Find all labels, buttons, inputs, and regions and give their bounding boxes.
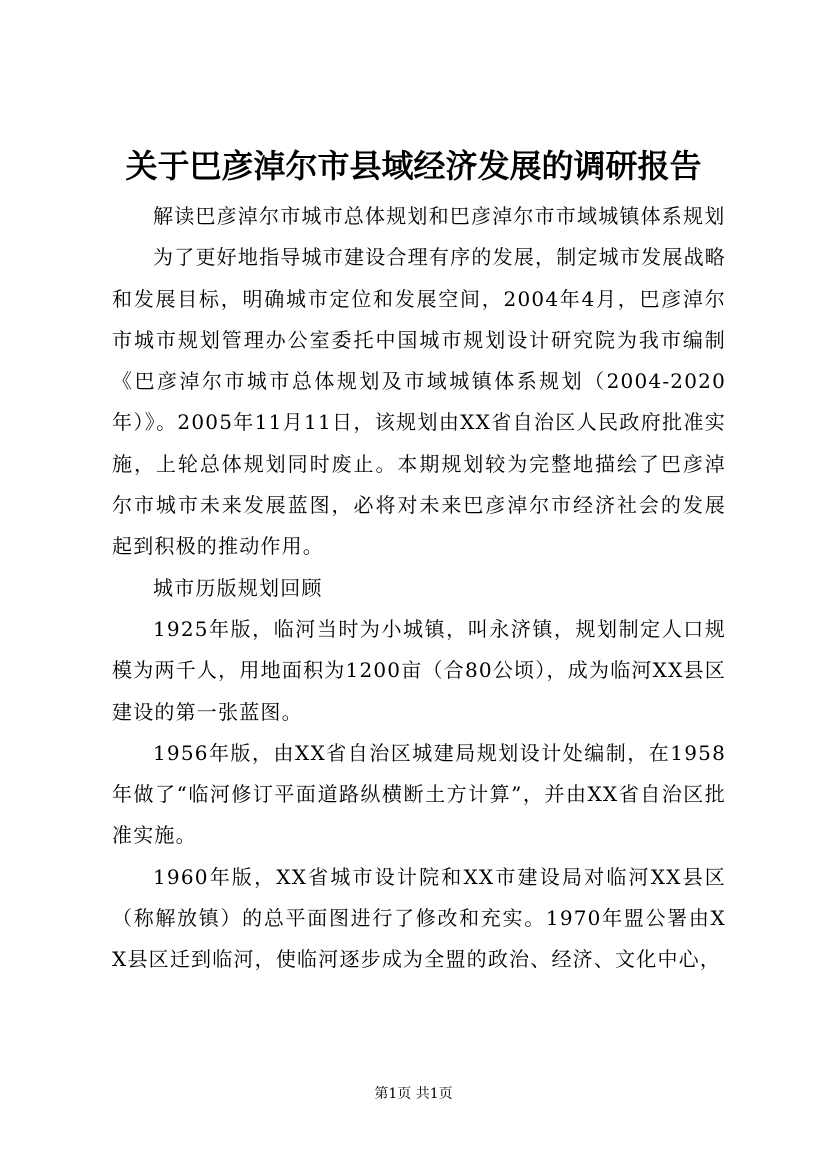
paragraph-1960: 1960年版，XX省城市设计院和XX市建设局对临河XX县区（称解放镇）的总平面图进行了修改和充实。1970年盟公署由XX县区迁到临河，使临河逐步成为全盟的政治、经济、文化中心， xyxy=(112,864,726,972)
paragraph-subtitle: 解读巴彦淖尔市城市总体规划和巴彦淖尔市市域城镇体系规划 xyxy=(153,204,726,228)
paragraph-intro: 为了更好地指导城市建设合理有序的发展，制定城市发展战略和发展目标，明确城市定位和发展空间，2004年4月，巴彦淖尔市城市规划管理办公室委托中国城市规划设计研究院为我市编制《巴彦淖尔市城市总体规划及市域城镇体系规划（2004-2020年）》。2005年11月11日，该规划由XX省自治区人民政府批准实施，上轮总体规划同时废止。本期规划较为完整地描绘了巴彦淖尔市城市未来发展蓝图，必将对未来巴彦淖尔市经济社会的发展起到积极的推动作用。 xyxy=(112,245,726,559)
paragraph-section-heading: 城市历版规划回顾 xyxy=(153,575,323,600)
page-footer: 第1页 共1页 xyxy=(374,1086,453,1102)
document-body xyxy=(112,196,726,981)
paragraph-1956: 1956年版，由XX省自治区城建局规划设计处编制，在1958年做了“临河修订平面道路纵横断土方计算”，并由XX省自治区批准实施。 xyxy=(112,740,726,848)
paragraph-1925: 1925年版，临河当时为小城镇，叫永济镇，规划制定人口规模为两千人，用地面积为1200亩（合80公顷），成为临河XX县区建设的第一张蓝图。 xyxy=(112,616,726,724)
document-title: 关于巴彦淖尔市县域经济发展的调研报告 xyxy=(125,147,702,185)
